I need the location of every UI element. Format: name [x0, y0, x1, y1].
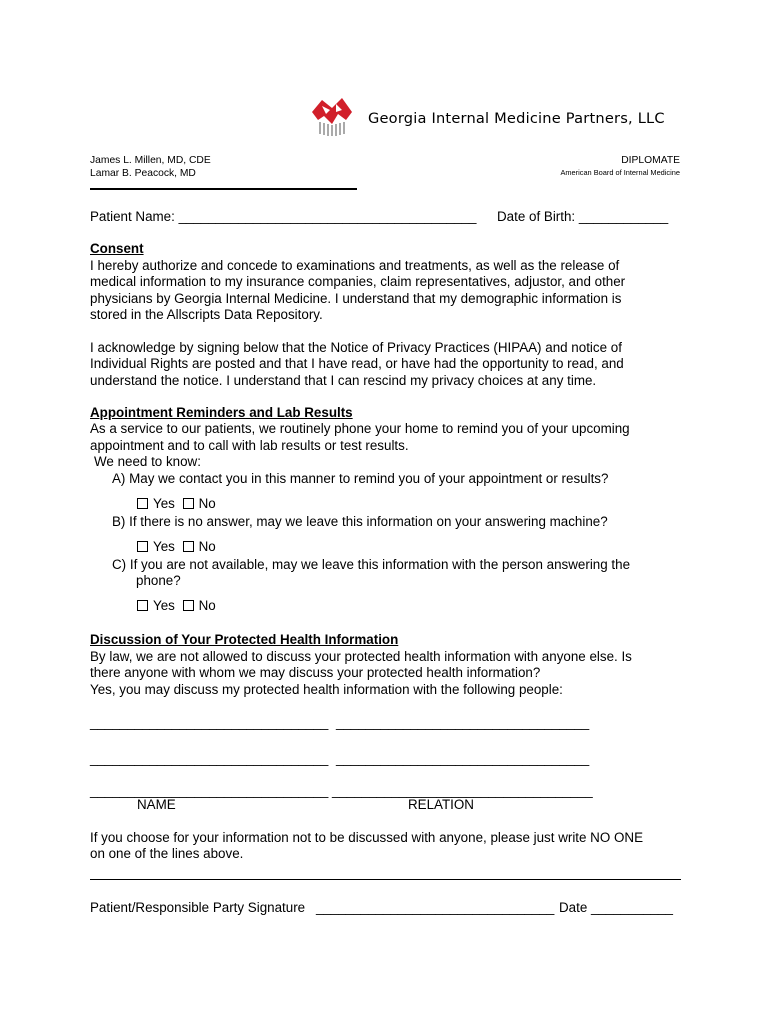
yes-checkbox[interactable] — [137, 541, 148, 552]
no-label: No — [198, 539, 216, 554]
signature-label: Patient/Responsible Party Signature — [90, 900, 306, 915]
answer-b-options — [137, 539, 216, 556]
relation-column-label: RELATION — [408, 797, 474, 812]
consent-text: stored in the Allscripts Data Repository. — [90, 307, 323, 322]
signature-field[interactable]: ________________________________ — [316, 900, 555, 915]
no-checkbox[interactable] — [183, 498, 194, 509]
yes-label: Yes — [153, 496, 175, 511]
answer-c-options — [137, 598, 216, 615]
discussion-heading: Discussion of Your Protected Health Information — [90, 632, 399, 647]
acknowledge-text: Individual Rights are posted and that I have read, or have had the opportunity to read, and — [90, 356, 624, 371]
date-of-birth-field[interactable]: Date of Birth: ____________ — [497, 209, 669, 224]
name-blank[interactable]: ________________________________ — [90, 783, 329, 798]
acknowledge-text: I acknowledge by signing below that the Notice of Privacy Practices (HIPAA) and notice of — [90, 340, 622, 355]
doctor-name: James L. Millen, MD, CDE — [90, 155, 211, 166]
discussion-text: By law, we are not allowed to discuss your protected health information with anyone else. Is — [90, 649, 632, 664]
question-c: C) If you are not available, may we leave this information with the person answering the — [112, 557, 631, 572]
consent-text: I hereby authorize and concede to examinations and treatments, as well as the release of — [90, 258, 620, 273]
question-a: A) May we contact you in this manner to remind you of your appointment or results? — [112, 471, 609, 486]
consent-text: medical information to my insurance companies, claim representatives, adjustor, and other — [90, 274, 626, 289]
no-checkbox[interactable] — [183, 600, 194, 611]
consent-text: physicians by Georgia Internal Medicine. I understand that my demographic information is — [90, 291, 622, 306]
discussion-text: there anyone with whom we may discuss your protected health information? — [90, 665, 541, 680]
yes-label: Yes — [153, 598, 175, 613]
yes-label: Yes — [153, 539, 175, 554]
no-one-note: on one of the lines above. — [90, 846, 244, 861]
relation-blank[interactable]: ___________________________________ — [332, 783, 593, 798]
reminders-text: appointment and to call with lab results or test results. — [90, 438, 409, 453]
question-c: phone? — [136, 573, 181, 588]
no-label: No — [198, 496, 216, 511]
yes-checkbox[interactable] — [137, 600, 148, 611]
doctor-name: Lamar B. Peacock, MD — [90, 168, 196, 179]
practice-name: Georgia Internal Medicine Partners, LLC — [368, 110, 665, 127]
no-checkbox[interactable] — [183, 541, 194, 552]
consent-heading: Consent — [90, 241, 144, 256]
answer-a-options — [137, 496, 216, 513]
signature-divider — [90, 879, 681, 880]
relation-blank[interactable]: __________________________________ — [336, 715, 590, 730]
need-to-know-label: We need to know: — [94, 454, 201, 469]
yes-checkbox[interactable] — [137, 498, 148, 509]
board-label: American Board of Internal Medicine — [560, 168, 680, 177]
question-b: B) If there is no answer, may we leave this information on your answering machine? — [112, 514, 608, 529]
practice-logo — [308, 90, 356, 138]
signature-date-field[interactable]: Date ___________ — [559, 900, 673, 915]
diplomate-label: DIPLOMATE — [621, 155, 680, 166]
name-column-label: NAME — [137, 797, 176, 812]
no-one-note: If you choose for your information not to be discussed with anyone, please just write NO ONE — [90, 830, 644, 845]
reminders-text: As a service to our patients, we routinely phone your home to remind you of your upcoming — [90, 421, 630, 436]
acknowledge-text: understand the notice. I understand that I can rescind my privacy choices at any time. — [90, 373, 597, 388]
header-divider — [90, 188, 357, 190]
reminders-heading: Appointment Reminders and Lab Results — [90, 405, 353, 420]
name-blank[interactable]: ________________________________ — [90, 751, 329, 766]
discussion-text: Yes, you may discuss my protected health information with the following people: — [90, 682, 563, 697]
relation-blank[interactable]: __________________________________ — [336, 751, 590, 766]
no-label: No — [198, 598, 216, 613]
name-blank[interactable]: ________________________________ — [90, 715, 329, 730]
patient-name-field[interactable]: Patient Name: ________________________________________ — [90, 209, 477, 224]
